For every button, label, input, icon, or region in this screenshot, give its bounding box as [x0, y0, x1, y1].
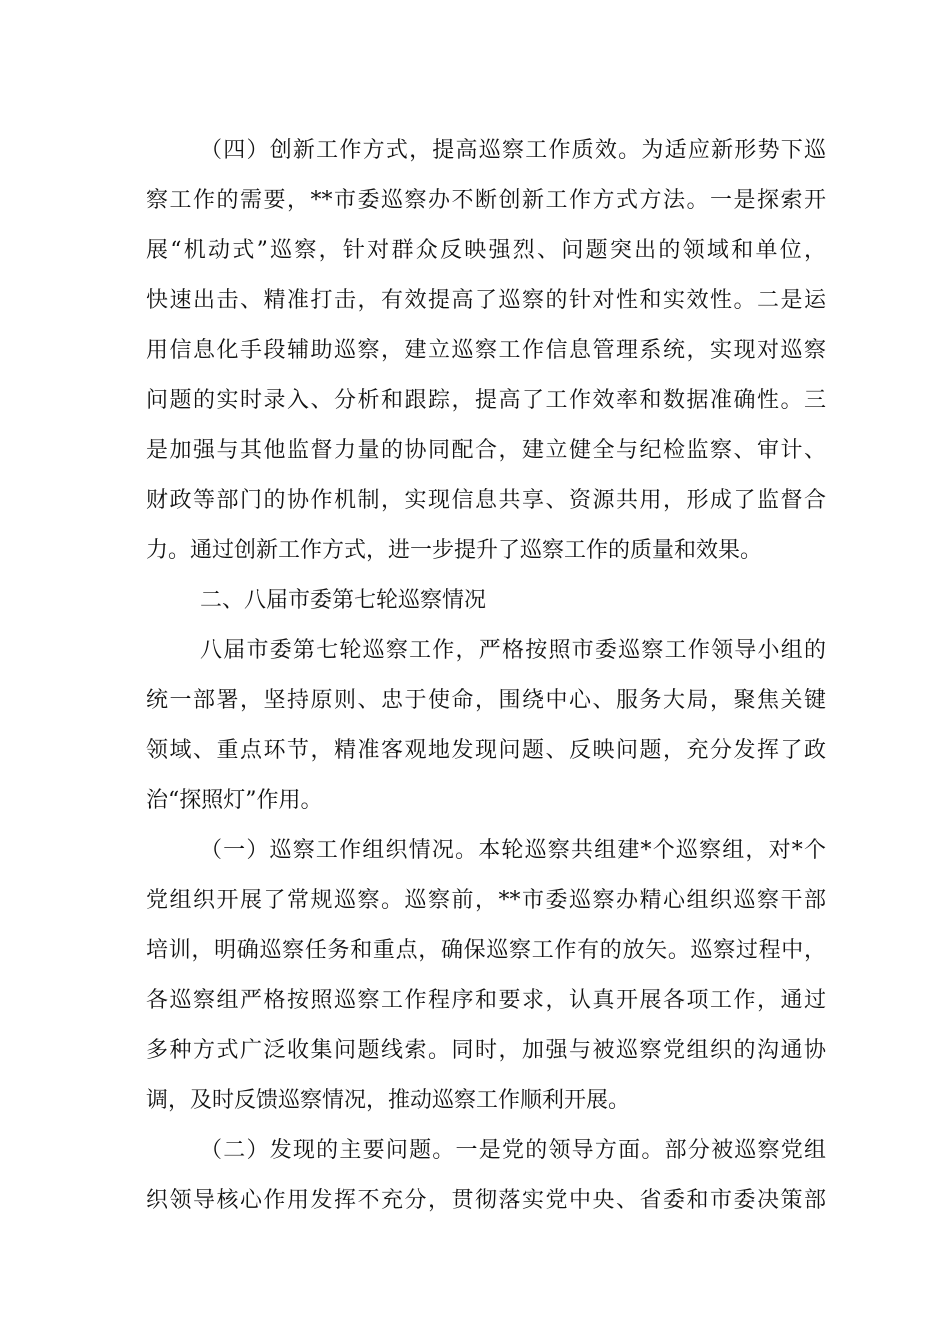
section-2-intro-line-3: 领域、重点环节，精准客观地发现问题、反映问题，充分发挥了政 [146, 738, 826, 763]
paragraph-4-line-8: 财政等部门的协作机制，实现信息共享、资源共用，形成了监督合 [146, 488, 826, 513]
section-2-heading: 二、八届市委第七轮巡察情况 [200, 588, 487, 613]
paragraph-4-line-2: 察工作的需要，**市委巡察办不断创新工作方式方法。一是探索开 [146, 188, 826, 213]
subsection-1-line-2: 党组织开展了常规巡察。巡察前，**市委巡察办精心组织巡察干部 [146, 888, 826, 913]
subsection-2-line-2: 织领导核心作用发挥不充分，贯彻落实党中央、省委和市委决策部 [146, 1188, 826, 1213]
subsection-2-line-1: （二）发现的主要问题。一是党的领导方面。部分被巡察党组 [200, 1138, 826, 1163]
subsection-1-line-6: 调，及时反馈巡察情况，推动巡察工作顺利开展。 [146, 1088, 631, 1113]
paragraph-4-line-3: 展“机动式”巡察，针对群众反映强烈、问题突出的领域和单位， [146, 238, 826, 263]
section-2-intro-line-2: 统一部署，坚持原则、忠于使命，围绕中心、服务大局，聚焦关键 [146, 688, 826, 713]
paragraph-4-line-4: 快速出击、精准打击，有效提高了巡察的针对性和实效性。二是运 [146, 288, 826, 313]
paragraph-4-line-6: 问题的实时录入、分析和跟踪，提高了工作效率和数据准确性。三 [146, 388, 826, 413]
paragraph-4-line-9: 力。通过创新工作方式，进一步提升了巡察工作的质量和效果。 [146, 538, 763, 563]
subsection-1-line-4: 各巡察组严格按照巡察工作程序和要求，认真开展各项工作，通过 [146, 988, 826, 1013]
section-2-intro-line-1: 八届市委第七轮巡察工作，严格按照市委巡察工作领导小组的 [200, 638, 826, 663]
paragraph-4-line-7: 是加强与其他监督力量的协同配合，建立健全与纪检监察、审计、 [146, 438, 826, 463]
subsection-1-line-3: 培训，明确巡察任务和重点，确保巡察工作有的放矢。巡察过程中， [146, 938, 826, 963]
paragraph-4-line-5: 用信息化手段辅助巡察，建立巡察工作信息管理系统，实现对巡察 [146, 338, 826, 363]
paragraph-4-line-1: （四）创新工作方式，提高巡察工作质效。为适应新形势下巡 [200, 138, 826, 163]
subsection-1-line-5: 多种方式广泛收集问题线索。同时，加强与被巡察党组织的沟通协 [146, 1038, 826, 1063]
subsection-1-line-1: （一）巡察工作组织情况。本轮巡察共组建*个巡察组，对*个 [200, 838, 826, 863]
section-2-intro-line-4: 治“探照灯”作用。 [146, 788, 323, 813]
